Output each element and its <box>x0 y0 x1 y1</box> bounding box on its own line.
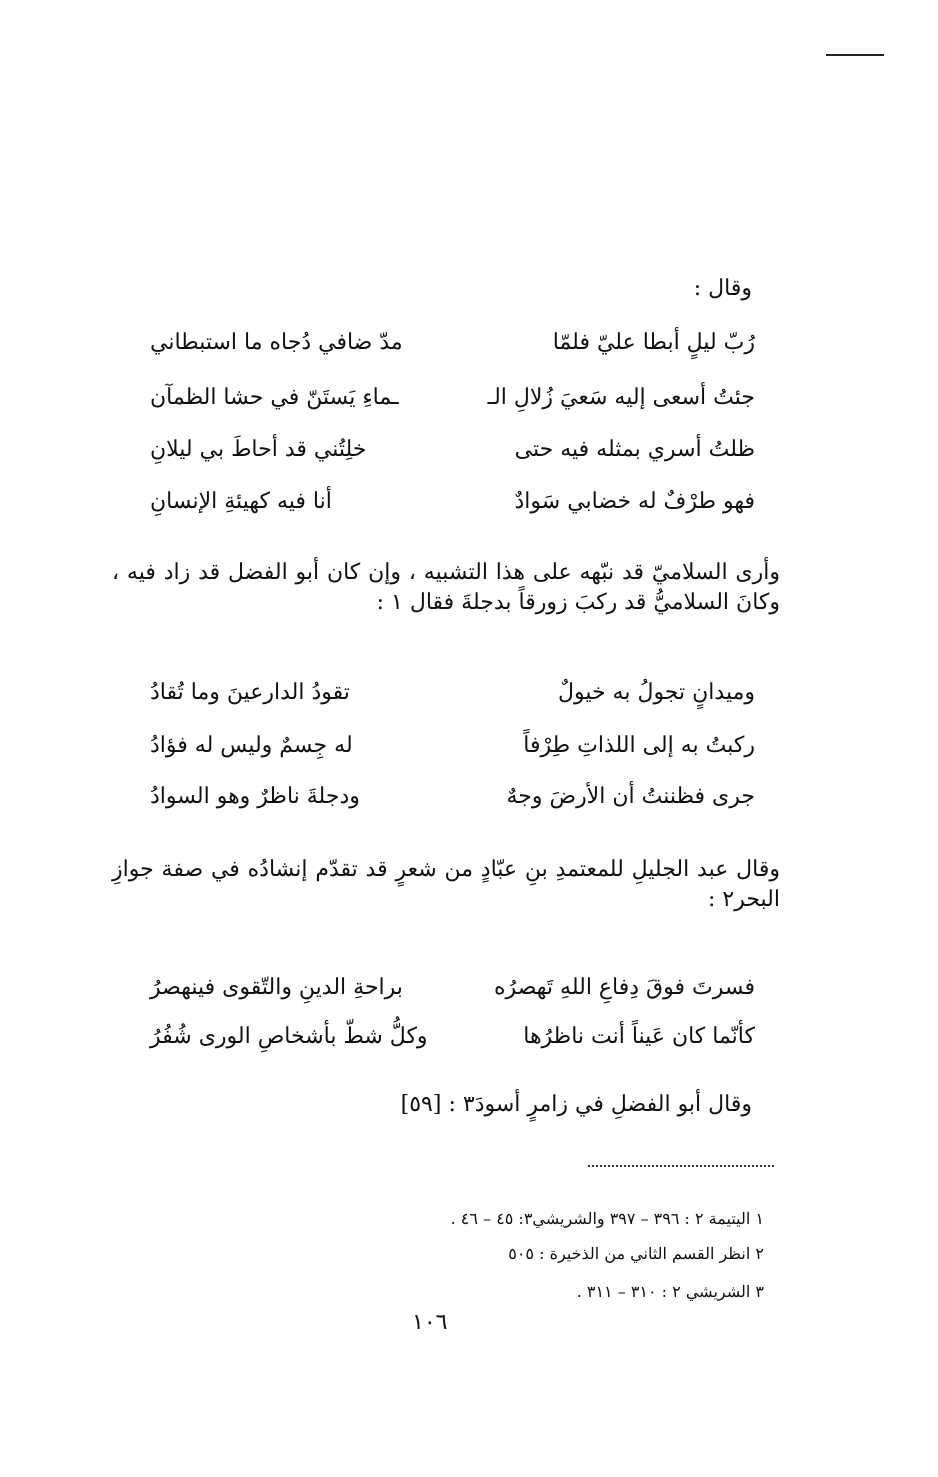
verse-second-hemistich: خلِتُني قد أحاطَ بي ليلانِ <box>150 437 367 462</box>
verse-row <box>150 434 755 466</box>
verse-second-hemistich: ودجلةَ ناظرٌ وهو السوادُ <box>150 784 360 809</box>
verse-first-hemistich: جرى فظننتُ أن الأرضَ وجهٌ <box>506 784 755 809</box>
footnote-1: ١ اليتيمة ٢ : ٣٩٦ – ٣٩٧ والشريشي٣: ٤٥ – ٤٦ . <box>450 1209 764 1228</box>
verse-first-hemistich: جئتُ أسعى إليه سَعيَ زُلالِ الـ <box>487 385 755 410</box>
intro-line-1: وقال : <box>693 276 752 301</box>
footnote-separator <box>588 1165 774 1167</box>
intro-line-4: وقال أبو الفضلِ في زامرٍ أسودَ٣ : [٥٩] <box>400 1092 752 1117</box>
verse-second-hemistich: تقودُ الدارعينَ وما تُقادُ <box>150 680 350 705</box>
verse-row <box>150 781 755 813</box>
verse-row <box>150 486 755 518</box>
footnote-2: ٢ انظر القسم الثاني من الذخيرة : ٥٠٥ <box>508 1244 764 1263</box>
verse-second-hemistich: وكلُّ شطّ بأشخاصِ الورى شُفُرُ <box>150 1024 428 1049</box>
prose-paragraph-1: وأرى السلاميّ قد نبّهه على هذا التشبيه ، وإن كان أبو الفضل قد زاد فيه ، وكانَ السلاميُّ قد ركبَ زورقاً بدجلةَ فقال ١ : <box>112 560 780 615</box>
verse-first-hemistich: كأنّما كان عَيناً أنت ناظرُها <box>523 1024 755 1049</box>
verse-first-hemistich: فهو طرْفٌ له خضابي سَوادٌ <box>514 489 755 514</box>
verse-first-hemistich: فسرتَ فوقَ دِفاعِ اللهِ تَهصرُه <box>494 975 755 1000</box>
verse-row <box>150 1021 755 1053</box>
verse-row <box>150 972 755 1004</box>
verse-second-hemistich: مدّ ضافي دُجاه ما استبطاني <box>150 330 403 355</box>
verse-second-hemistich: له جِسمٌ وليس له فؤادُ <box>150 733 353 758</box>
verse-row <box>150 677 755 709</box>
verse-first-hemistich: وميدانٍ تجولُ به خيولٌ <box>557 680 755 705</box>
verse-row <box>150 327 755 359</box>
page-number: ١٠٦ <box>412 1310 448 1335</box>
footnote-3: ٣ الشريشي ٢ : ٣١٠ – ٣١١ . <box>576 1282 764 1301</box>
verse-second-hemistich: أنا فيه كهيئةِ الإنسانِ <box>150 489 332 514</box>
verse-row <box>150 382 755 414</box>
verse-first-hemistich: ظلتُ أسري بمثله فيه حتى <box>514 437 755 462</box>
verse-second-hemistich: براحةِ الدينِ والتّقوى فينهصرُ <box>150 975 403 1000</box>
verse-first-hemistich: ركبتُ به إلى اللذاتِ طِرْفاً <box>523 733 755 758</box>
verse-first-hemistich: رُبّ ليلٍ أبطا عليّ فلمّا <box>552 330 755 355</box>
prose-paragraph-2: وقال عبد الجليلِ للمعتمدِ بنِ عبّادٍ من شعرٍ قد تقدّم إنشادُه في صفة جوازِ البحر٢ : <box>112 857 780 912</box>
verse-row <box>150 730 755 762</box>
verse-second-hemistich: ـماءِ يَستَنّ في حشا الظمآن <box>150 385 399 410</box>
header-rule <box>826 54 884 56</box>
